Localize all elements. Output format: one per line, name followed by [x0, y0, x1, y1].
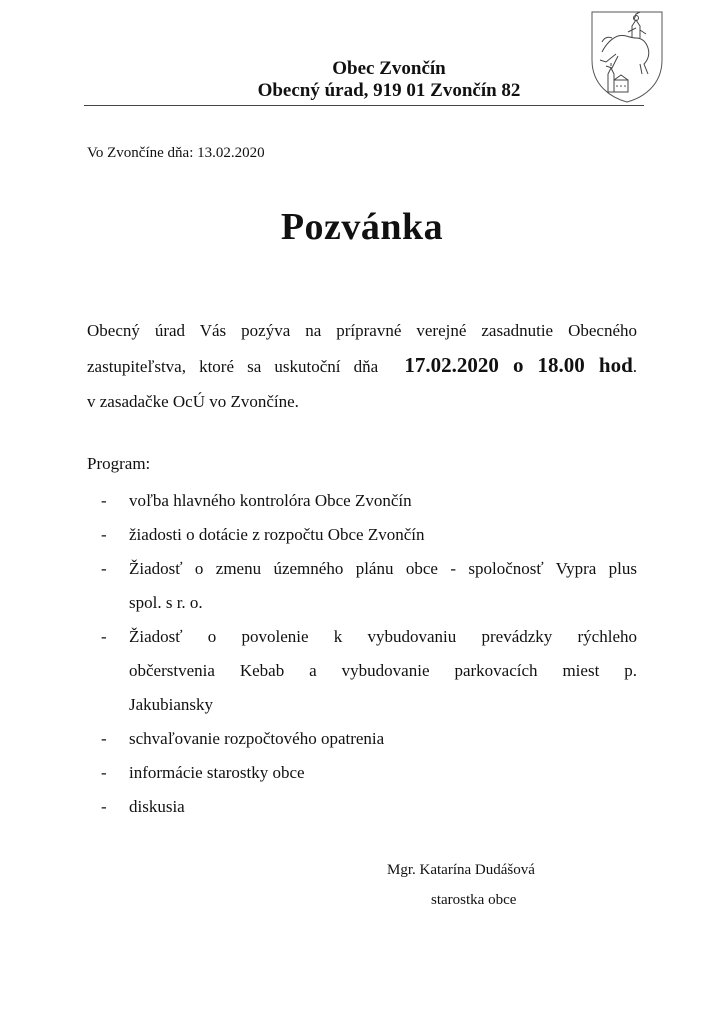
list-item [87, 620, 637, 722]
bullet-dash: - [101, 763, 107, 782]
list-item-text-cont: Jakubiansky [129, 695, 214, 714]
signatory-role: starostka obce [431, 892, 517, 908]
bullet-dash: - [101, 627, 107, 646]
municipality-name: Obec Zvončín [332, 58, 446, 79]
bullet-dash: - [101, 525, 107, 544]
letterhead [84, 58, 644, 102]
intro-line-2 [87, 348, 637, 384]
date-line: Vo Zvončíne dňa: 13.02.2020 [87, 145, 265, 161]
bullet-dash: - [101, 491, 107, 510]
page-title: Pozvánka [280, 206, 444, 248]
list-item-text-cont: občerstvenia Kebab a vybudovanie parkovacích miest p. [129, 661, 637, 680]
list-item-text: žiadosti o dotácie z rozpočtu Obce Zvončín [129, 525, 425, 544]
intro-line-2-prefix: zastupiteľstva, ktoré sa uskutoční dňa [87, 357, 379, 376]
program-list [87, 484, 637, 824]
signatory-name: Mgr. Katarína Dudášová [387, 862, 535, 878]
list-item-text: informácie starostky obce [129, 763, 305, 782]
coat-of-arms-icon [588, 8, 666, 104]
bullet-dash: - [101, 729, 107, 748]
list-item [87, 552, 637, 620]
list-item-text: Žiadosť o povolenie k vybudovaniu prevádzky rýchleho [129, 627, 637, 646]
list-item [87, 484, 637, 518]
list-item-text: schvaľovanie rozpočtového opatrenia [129, 729, 385, 748]
list-item-text-cont: spol. s r. o. [129, 593, 203, 612]
intro-line-3: v zasadačke OcÚ vo Zvončíne. [87, 392, 299, 411]
office-address: Obecný úrad, 919 01 Zvončín 82 [257, 80, 521, 101]
list-item [87, 722, 637, 756]
bullet-dash: - [101, 797, 107, 816]
list-item [87, 756, 637, 790]
meeting-datetime: 17.02.2020 o 18.00 hod [404, 353, 633, 377]
list-item-text: Žiadosť o zmenu územného plánu obce - spoločnosť Vypra plus [129, 559, 637, 578]
list-item-text: diskusia [129, 797, 185, 816]
list-item-text: voľba hlavného kontrolóra Obce Zvončín [129, 491, 412, 510]
intro-line-1: Obecný úrad Vás pozýva na prípravné verejné zasadnutie Obecného [87, 321, 637, 340]
signature-block [387, 855, 535, 915]
header-divider [84, 105, 644, 106]
list-item [87, 790, 637, 824]
intro-line-2-suffix: . [632, 357, 638, 376]
list-item [87, 518, 637, 552]
program-label: Program: [87, 454, 151, 473]
bullet-dash: - [101, 559, 107, 578]
invitation-paragraph [87, 313, 637, 419]
